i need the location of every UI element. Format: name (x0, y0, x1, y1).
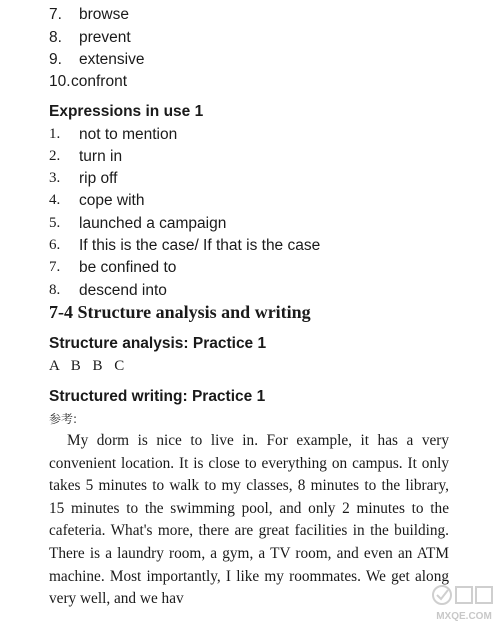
expression-number: 5. (49, 215, 61, 231)
expression-text: be confined to (79, 259, 177, 276)
vocab-number: 10. (49, 73, 71, 90)
watermark-logo (428, 579, 500, 625)
structure-analysis-answers: A B B C (49, 358, 125, 374)
essay-paragraph: My dorm is nice to live in. For example, it has a very convenient location. It is close to everything on campus. It only takes 5 minutes to walk to my classes, 8 minutes to the library, 15 minutes to the swimming pool, and only 2 minutes to the cafeteria. What's more, there are great facilities in the building. There is a laundry room, a gym, a TV room, and even an ATM machine. Most importantly, I like my roommates. We get along very well, and we hav (49, 432, 449, 608)
vocab-number: 7. (49, 6, 62, 23)
section-title: 7-4 Structure analysis and writing (49, 302, 311, 322)
vocab-word: confront (71, 73, 128, 90)
expression-number: 4. (49, 192, 61, 208)
expression-text: turn in (79, 148, 123, 165)
watermark-text: MXQE.COM (436, 611, 492, 622)
expression-text: not to mention (79, 126, 178, 143)
vocab-word: prevent (79, 29, 131, 46)
expression-number: 2. (49, 148, 61, 164)
expression-text: cope with (79, 192, 145, 209)
expression-number: 8. (49, 282, 61, 298)
structure-analysis-heading: Structure analysis: Practice 1 (49, 335, 267, 352)
vocab-word: browse (79, 6, 129, 23)
expression-text: descend into (79, 282, 167, 299)
expression-text: rip off (79, 170, 118, 187)
expression-number: 1. (49, 126, 61, 142)
vocab-number: 9. (49, 51, 62, 68)
structured-writing-heading: Structured writing: Practice 1 (49, 388, 266, 405)
expression-number: 3. (49, 170, 61, 186)
vocab-number: 8. (49, 29, 62, 46)
expression-text: If this is the case/ If that is the case (79, 237, 321, 254)
expression-number: 6. (49, 237, 61, 253)
vocab-word: extensive (79, 51, 145, 68)
reference-label: 参考: (49, 412, 78, 426)
expression-number: 7. (49, 259, 61, 275)
expression-text: launched a campaign (79, 215, 227, 232)
expressions-heading: Expressions in use 1 (49, 103, 204, 120)
